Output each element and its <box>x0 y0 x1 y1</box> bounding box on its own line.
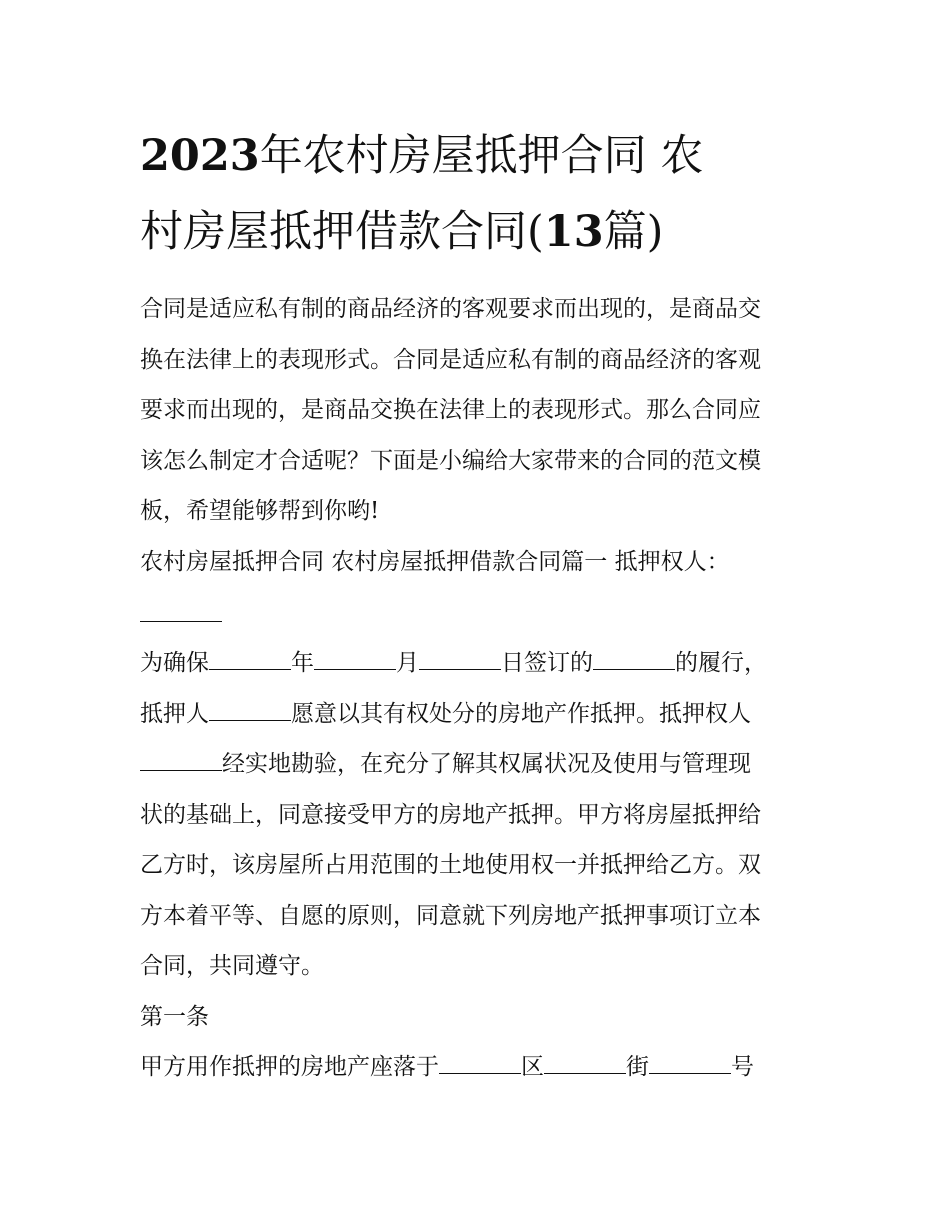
fill-blank <box>439 1055 521 1074</box>
title-year: 2023 <box>140 131 260 181</box>
intro-line: 要求而出现的，是商品交换在法律上的表现形式。那么合同应 <box>140 397 761 423</box>
clause-line: 乙方时，该房屋所占用范围的土地使用权一并抵押给乙方。双 <box>140 852 761 878</box>
clause-text: 愿意以其有权处分的房地产作抵押。抵押权人 <box>291 700 751 727</box>
intro-paragraph <box>140 284 816 537</box>
document-page <box>140 118 816 1093</box>
clause-line: 状的基础上，同意接受甲方的房地产抵押。甲方将房屋抵押给 <box>140 801 761 828</box>
article-text: 号 <box>731 1054 754 1080</box>
intro-line: 该怎么制定才合适呢？下面是小编给大家带来的合同的范文模 <box>140 447 761 474</box>
fill-blank <box>419 651 501 670</box>
section-heading: 农村房屋抵押合同 农村房屋抵押借款合同篇一 抵押权人： <box>140 548 730 575</box>
article-line <box>140 1042 816 1093</box>
fill-blank <box>209 702 291 721</box>
fill-blank <box>314 651 396 670</box>
intro-line: 板，希望能够帮到你哟! <box>140 498 380 524</box>
article-text: 街 <box>626 1054 649 1080</box>
clause-text: 为确保 <box>140 650 209 676</box>
article-heading: 第一条 <box>140 1003 209 1030</box>
fill-blank <box>544 1055 626 1074</box>
title-count: 13 <box>543 207 604 257</box>
clause-line <box>140 638 816 689</box>
fill-blank <box>593 651 675 670</box>
clause-text: 抵押人 <box>140 700 209 727</box>
title-line2-end: 篇) <box>603 207 664 257</box>
title-line2: 村房屋抵押借款合同( <box>140 207 544 257</box>
clause-text: 月 <box>396 650 419 676</box>
title-line1: 年农村房屋抵押合同 农 <box>259 131 704 181</box>
fill-blank <box>209 651 291 670</box>
article-text: 区 <box>521 1054 544 1080</box>
intro-line: 换在法律上的表现形式。合同是适应私有制的商品经济的客观 <box>140 346 761 373</box>
fill-blank <box>649 1055 731 1074</box>
mortgagee-blank <box>140 587 222 622</box>
clause-text: 年 <box>291 650 314 676</box>
clause-line <box>140 689 816 740</box>
clause-text: 日签订的 <box>501 650 593 676</box>
clause-line: 方本着平等、自愿的原则，同意就下列房地产抵押事项订立本 <box>140 902 761 929</box>
clause-text: 的履行， <box>675 650 767 676</box>
intro-line: 合同是适应私有制的商品经济的客观要求而出现的，是商品交 <box>140 296 761 322</box>
clause-text: 经实地勘验，在充分了解其权属状况及使用与管理现 <box>222 751 751 777</box>
fill-blank <box>140 752 222 771</box>
clause-line: 合同，共同遵守。 <box>140 953 324 979</box>
clause-line <box>140 739 816 790</box>
document-title <box>140 118 816 270</box>
article-text: 甲方用作抵押的房地产座落于 <box>140 1054 439 1080</box>
